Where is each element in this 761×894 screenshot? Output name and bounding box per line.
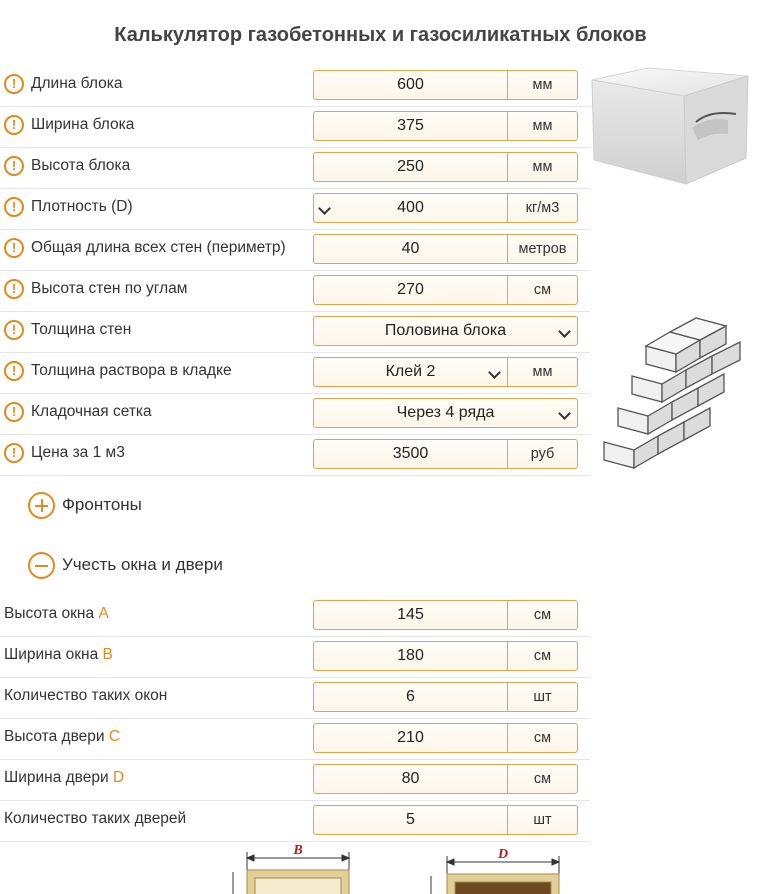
mesh-select[interactable]	[313, 398, 578, 428]
window-count-input[interactable]: 6	[314, 683, 508, 711]
window-width-input[interactable]: 180	[314, 642, 508, 670]
info-icon[interactable]: !	[4, 156, 24, 176]
param-label: Ширина блока	[31, 116, 135, 133]
info-icon[interactable]: !	[4, 443, 24, 463]
window-height-input[interactable]: 145	[314, 601, 508, 629]
plus-icon	[28, 492, 55, 519]
selected-option: Клей 2	[385, 363, 436, 380]
block-height-input[interactable]: 250	[314, 153, 508, 181]
param-row-block-height	[0, 147, 590, 189]
param-label: Высота двери C	[4, 728, 121, 745]
density-value: 400	[397, 199, 424, 216]
door-height-field	[313, 723, 578, 753]
param-row-wall-height	[0, 270, 590, 312]
info-icon[interactable]: !	[4, 320, 24, 340]
mortar-select[interactable]	[314, 358, 508, 386]
mortar-field	[313, 357, 578, 387]
opening-row-window-count	[0, 677, 590, 719]
perimeter-field	[313, 234, 578, 264]
param-label: Ширина двери D	[4, 769, 125, 786]
chevron-down-icon	[488, 366, 501, 379]
param-label: Толщина раствора в кладке	[31, 362, 232, 379]
door-count-input[interactable]: 5	[314, 806, 508, 834]
unit-label: мм	[532, 118, 553, 134]
unit-label: см	[533, 648, 552, 664]
opening-row-window-height	[0, 595, 590, 637]
param-label: Длина блока	[31, 75, 123, 92]
param-label: Высота окна A	[4, 605, 109, 622]
chevron-down-icon	[558, 407, 571, 420]
param-row-mortar	[0, 352, 590, 394]
unit-label: мм	[532, 77, 553, 93]
info-icon[interactable]: !	[4, 279, 24, 299]
unit-label: шт	[533, 689, 552, 705]
param-label: Высота стен по углам	[31, 280, 188, 297]
minus-icon	[28, 552, 55, 579]
info-icon[interactable]: !	[4, 115, 24, 135]
door-width-input[interactable]: 80	[314, 765, 508, 793]
opening-row-door-height	[0, 718, 590, 760]
block-width-field	[313, 111, 578, 141]
param-label: Общая длина всех стен (периметр)	[31, 239, 286, 256]
param-row-perimeter	[0, 229, 590, 271]
unit-label: см	[533, 607, 552, 623]
opening-row-door-width	[0, 759, 590, 801]
density-field	[313, 193, 578, 223]
param-label: Кладочная сетка	[31, 403, 152, 420]
unit-label: метров	[518, 241, 567, 257]
info-icon[interactable]: !	[4, 361, 24, 381]
info-icon[interactable]: !	[4, 402, 24, 422]
chevron-down-icon	[318, 202, 331, 215]
selected-option: Половина блока	[384, 322, 507, 339]
unit-label: мм	[532, 159, 553, 175]
price-field	[313, 439, 578, 469]
door-width-field	[313, 764, 578, 794]
section-label: Учесть окна и двери	[62, 555, 223, 574]
param-label: Ширина окна B	[4, 646, 113, 663]
section-label: Фронтоны	[62, 495, 142, 514]
unit-label: мм	[532, 364, 553, 380]
block-width-input[interactable]: 375	[314, 112, 508, 140]
param-row-density	[0, 188, 590, 230]
param-row-block-length	[0, 65, 590, 107]
diagram-label-b: B	[293, 843, 303, 858]
param-label: Плотность (D)	[31, 198, 133, 215]
info-icon[interactable]: !	[4, 74, 24, 94]
door-height-input[interactable]: 210	[314, 724, 508, 752]
param-label: Толщина стен	[31, 321, 132, 338]
perimeter-input[interactable]: 40	[314, 235, 508, 263]
param-row-price	[0, 434, 590, 476]
opening-row-door-count	[0, 800, 590, 842]
param-label: Количество таких дверей	[4, 810, 187, 827]
wall-thickness-select[interactable]	[313, 316, 578, 346]
door-count-field	[313, 805, 578, 835]
param-label: Цена за 1 м3	[31, 444, 125, 461]
block-height-field	[313, 152, 578, 182]
price-input[interactable]: 3500	[314, 440, 508, 468]
window-count-field	[313, 682, 578, 712]
openings-diagram	[225, 842, 585, 894]
unit-label: см	[533, 730, 552, 746]
info-icon[interactable]: !	[4, 197, 24, 217]
selected-option: Через 4 ряда	[396, 404, 495, 421]
block-length-input[interactable]: 600	[314, 71, 508, 99]
unit-label: кг/м3	[525, 200, 560, 216]
wall-height-field	[313, 275, 578, 305]
window-height-field	[313, 600, 578, 630]
opening-row-window-width	[0, 636, 590, 678]
info-icon[interactable]: !	[4, 238, 24, 258]
wall-thickness-value	[314, 317, 577, 345]
chevron-down-icon	[558, 325, 571, 338]
gas-block-image	[588, 62, 758, 187]
diagram-label-d: D	[497, 847, 509, 862]
mesh-value	[314, 399, 577, 427]
param-label: Высота блока	[31, 157, 131, 174]
wall-height-input[interactable]: 270	[314, 276, 508, 304]
param-row-block-width	[0, 106, 590, 148]
brick-wall-image	[600, 312, 750, 472]
block-length-field	[313, 70, 578, 100]
density-select[interactable]	[314, 194, 508, 222]
page-title: Калькулятор газобетонных и газосиликатных блоков	[114, 24, 647, 46]
unit-label: см	[533, 282, 552, 298]
unit-label: см	[533, 771, 552, 787]
unit-label: шт	[533, 812, 552, 828]
unit-label: руб	[530, 446, 555, 462]
param-label: Количество таких окон	[4, 687, 168, 704]
param-row-wall-thickness	[0, 311, 590, 353]
param-row-mesh	[0, 393, 590, 435]
window-width-field	[313, 641, 578, 671]
